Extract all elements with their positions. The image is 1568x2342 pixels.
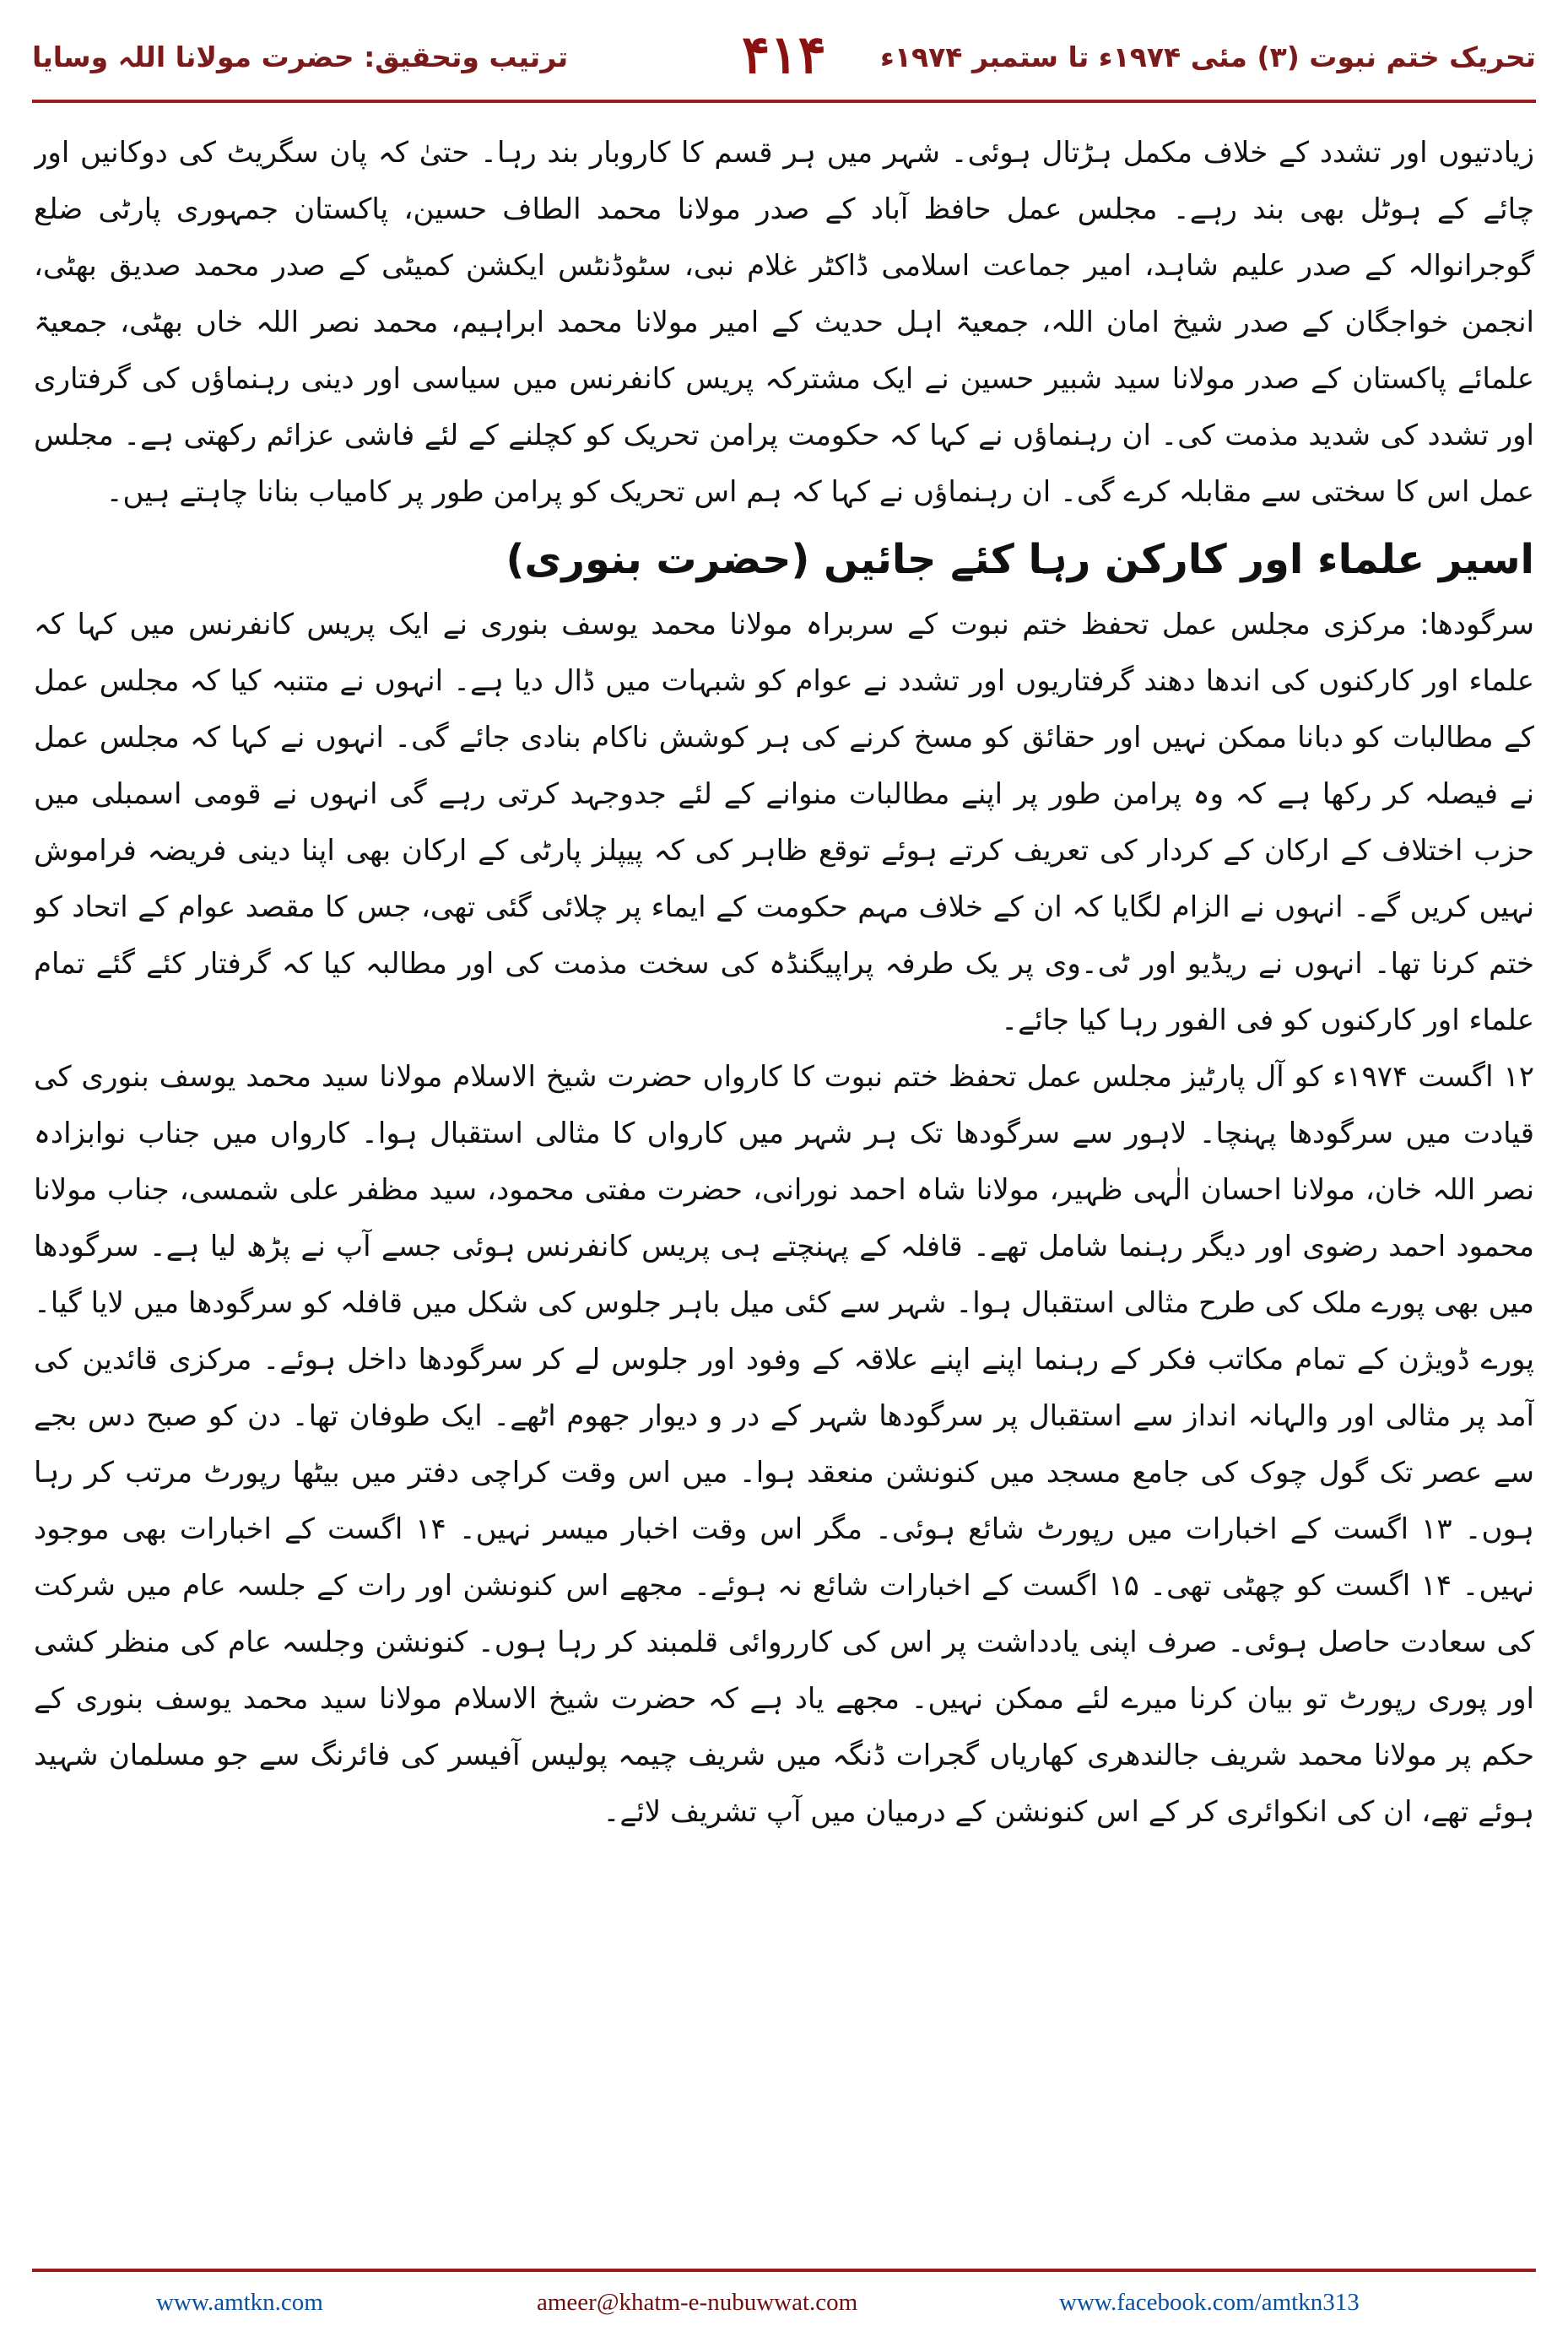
- paragraph-caravan: ۱۲ اگست ۱۹۷۴ء کو آل پارٹیز مجلس عمل تحفظ ختم نبوت کا کارواں حضرت شیخ الاسلام مولانا سید محمد یوسف بنوری کی قیادت میں سرگودھا پہنچا۔ لاہور سے سرگودھا تک ہر شہر میں کارواں کا مثالی استقبال ہوا۔ کارواں میں جناب نوابزادہ نصر اللہ خان، مولانا احسان الٰہی ظہیر، مولانا شاہ احمد نورانی، حضرت مفتی محمود، سید مظفر علی شمسی، جناب مولانا محمود احمد رضوی اور دیگر رہنما شامل تھے۔ قافلہ کے پہنچتے ہی پریس کانفرنس ہوئی جسے آپ نے پڑھ لیا ہے۔ سرگودھا میں بھی پورے ملک کی طرح مثالی استقبال ہوا۔ شہر سے کئی میل باہر جلوس کی شکل میں قافلہ کو سرگودھا میں لایا گیا۔ پورے ڈویژن کے تمام مکاتب فکر کے رہنما اپنے اپنے علاقہ کے وفود اور جلوس لے کر سرگودھا داخل ہوئے۔ مرکزی قائدین کی آمد پر مثالی اور والہانہ انداز سے استقبال پر سرگودھا شہر کے در و دیوار جھوم اٹھے۔ ایک طوفان تھا۔ دن کو صبح دس بجے سے عصر تک گول چوک کی جامع مسجد میں کنونشن منعقد ہوا۔ میں اس وقت کراچی دفتر میں بیٹھا رپورٹ مرتب کر رہا ہوں۔ ۱۳ اگست کے اخبارات میں رپورٹ شائع ہوئی۔ مگر اس وقت اخبار میسر نہیں۔ ۱۴ اگست کے اخبارات بھی موجود نہیں۔ ۱۴ اگست کو چھٹی تھی۔ ۱۵ اگست کے اخبارات شائع نہ ہوئے۔ مجھے اس کنونشن اور رات کے جلسہ عام میں شرکت کی سعادت حاصل ہوئی۔ صرف اپنی یادداشت پر اس کی کارروائی قلمبند کر رہا ہوں۔ کنونشن وجلسہ عام کی منظر کشی اور پوری رپورٹ تو بیان کرنا میرے لئے ممکن نہیں۔ مجھے یاد ہے کہ حضرت شیخ الاسلام مولانا سید محمد یوسف بنوری کے حکم پر مولانا محمد شریف جالندھری کھاریاں گجرات ڈنگہ میں شریف چیمہ پولیس آفیسر کی فائرنگ سے جو مسلمان شہید ہوئے تھے، ان کی انکوائری کر کے اس کنونشن کے درمیان میں آپ تشریف لائے۔: [34, 1060, 1534, 1829]
- paragraph-hafizabad: زیادتیوں اور تشدد کے خلاف مکمل ہڑتال ہوئی۔ شہر میں ہر قسم کا کاروبار بند رہا۔ حتیٰ کہ پان سگریٹ کی دوکانیں اور چائے کے ہوٹل بھی بند رہے۔ مجلس عمل حافظ آباد کے صدر مولانا محمد الطاف حسین، پاکستان جمہوری پارٹی ضلع گوجرانوالہ کے صدر علیم شاہد، امیر جماعت اسلامی ڈاکٹر غلام نبی، سٹوڈنٹس ایکشن کمیٹی کے صدر محمد صدیق بھٹی، انجمن خواجگان کے صدر شیخ امان اللہ، جمعیۃ اہل حدیث کے امیر مولانا محمد ابراہیم، محمد نصر اللہ خاں بھٹی، جمعیۃ علمائے پاکستان کے صدر مولانا سید شبیر حسین نے ایک مشترکہ پریس کانفرنس میں سیاسی اور دینی رہنماؤں کی گرفتاری اور تشدد کی شدید مذمت کی۔ ان رہنماؤں نے کہا کہ حکومت پرامن تحریک کو کچلنے کے لئے فاشی عزائم رکھتی ہے۔ مجلس عمل اس کا سختی سے مقابلہ کرے گی۔ ان رہنماؤں نے کہا کہ ہم اس تحریک کو پرامن طور پر کامیاب بنانا چاہتے ہیں۔: [34, 136, 1534, 509]
- page-number: ۴۱۴: [742, 24, 826, 85]
- header-book-title: تحریک ختم نبوت (۳) مئی ۱۹۷۴ء تا ستمبر ۱۹۷۴ء: [880, 41, 1536, 73]
- page-header: [0, 0, 1568, 118]
- paragraph-sargodha-press: سرگودھا: مرکزی مجلس عمل تحفظ ختم نبوت کے سربراہ مولانا محمد یوسف بنوری نے ایک پریس کانفرنس میں کہا کہ علماء اور کارکنوں کی اندھا دھند گرفتاریوں اور تشدد نے عوام کو شبہات میں ڈال دیا ہے۔ انہوں نے متنبہ کیا کہ مجلس عمل کے مطالبات کو دبانا ممکن نہیں اور حقائق کو مسخ کرنے کی ہر کوشش ناکام بنادی جائے گی۔ انہوں نے کہا کہ مجلس عمل نے فیصلہ کر رکھا ہے کہ وہ پرامن طور پر اپنے مطالبات منوانے کے لئے جدوجہد کرتی رہے گی انہوں نے قومی اسمبلی میں حزب اختلاف کے ارکان کے کردار کی تعریف کرتے ہوئے توقع ظاہر کی کہ پیپلز پارٹی کے ارکان بھی اپنا دینی فریضہ فراموش نہیں کریں گے۔ انہوں نے الزام لگایا کہ ان کے خلاف مہم حکومت کے ایماء پر چلائی گئی تھی، جس کا مقصد عوام کے اتحاد کو ختم کرنا تھا۔ انہوں نے ریڈیو اور ٹی۔وی پر یک طرفہ پراپیگنڈہ کی سخت مذمت کی اور مطالبہ کیا کہ گرفتار کئے گئے تمام علماء اور کارکنوں کو فی الفور رہا کیا جائے۔: [34, 608, 1534, 1037]
- page-footer: [0, 2289, 1568, 2323]
- footer-email-link[interactable]: ameer@khatm-e-nubuwwat.com: [537, 2289, 858, 2316]
- footer-divider: [32, 2269, 1536, 2272]
- section-heading: اسیر علماء اور کارکن رہا کئے جائیں (حضرت بنوری): [506, 536, 1534, 583]
- footer-website-link[interactable]: www.amtkn.com: [156, 2289, 323, 2316]
- header-author: ترتیب وتحقیق: حضرت مولانا اللہ وسایا: [32, 41, 569, 73]
- page-body: [34, 125, 1534, 2256]
- header-divider: [32, 100, 1536, 103]
- footer-facebook-link[interactable]: www.facebook.com/amtkn313: [1059, 2289, 1360, 2316]
